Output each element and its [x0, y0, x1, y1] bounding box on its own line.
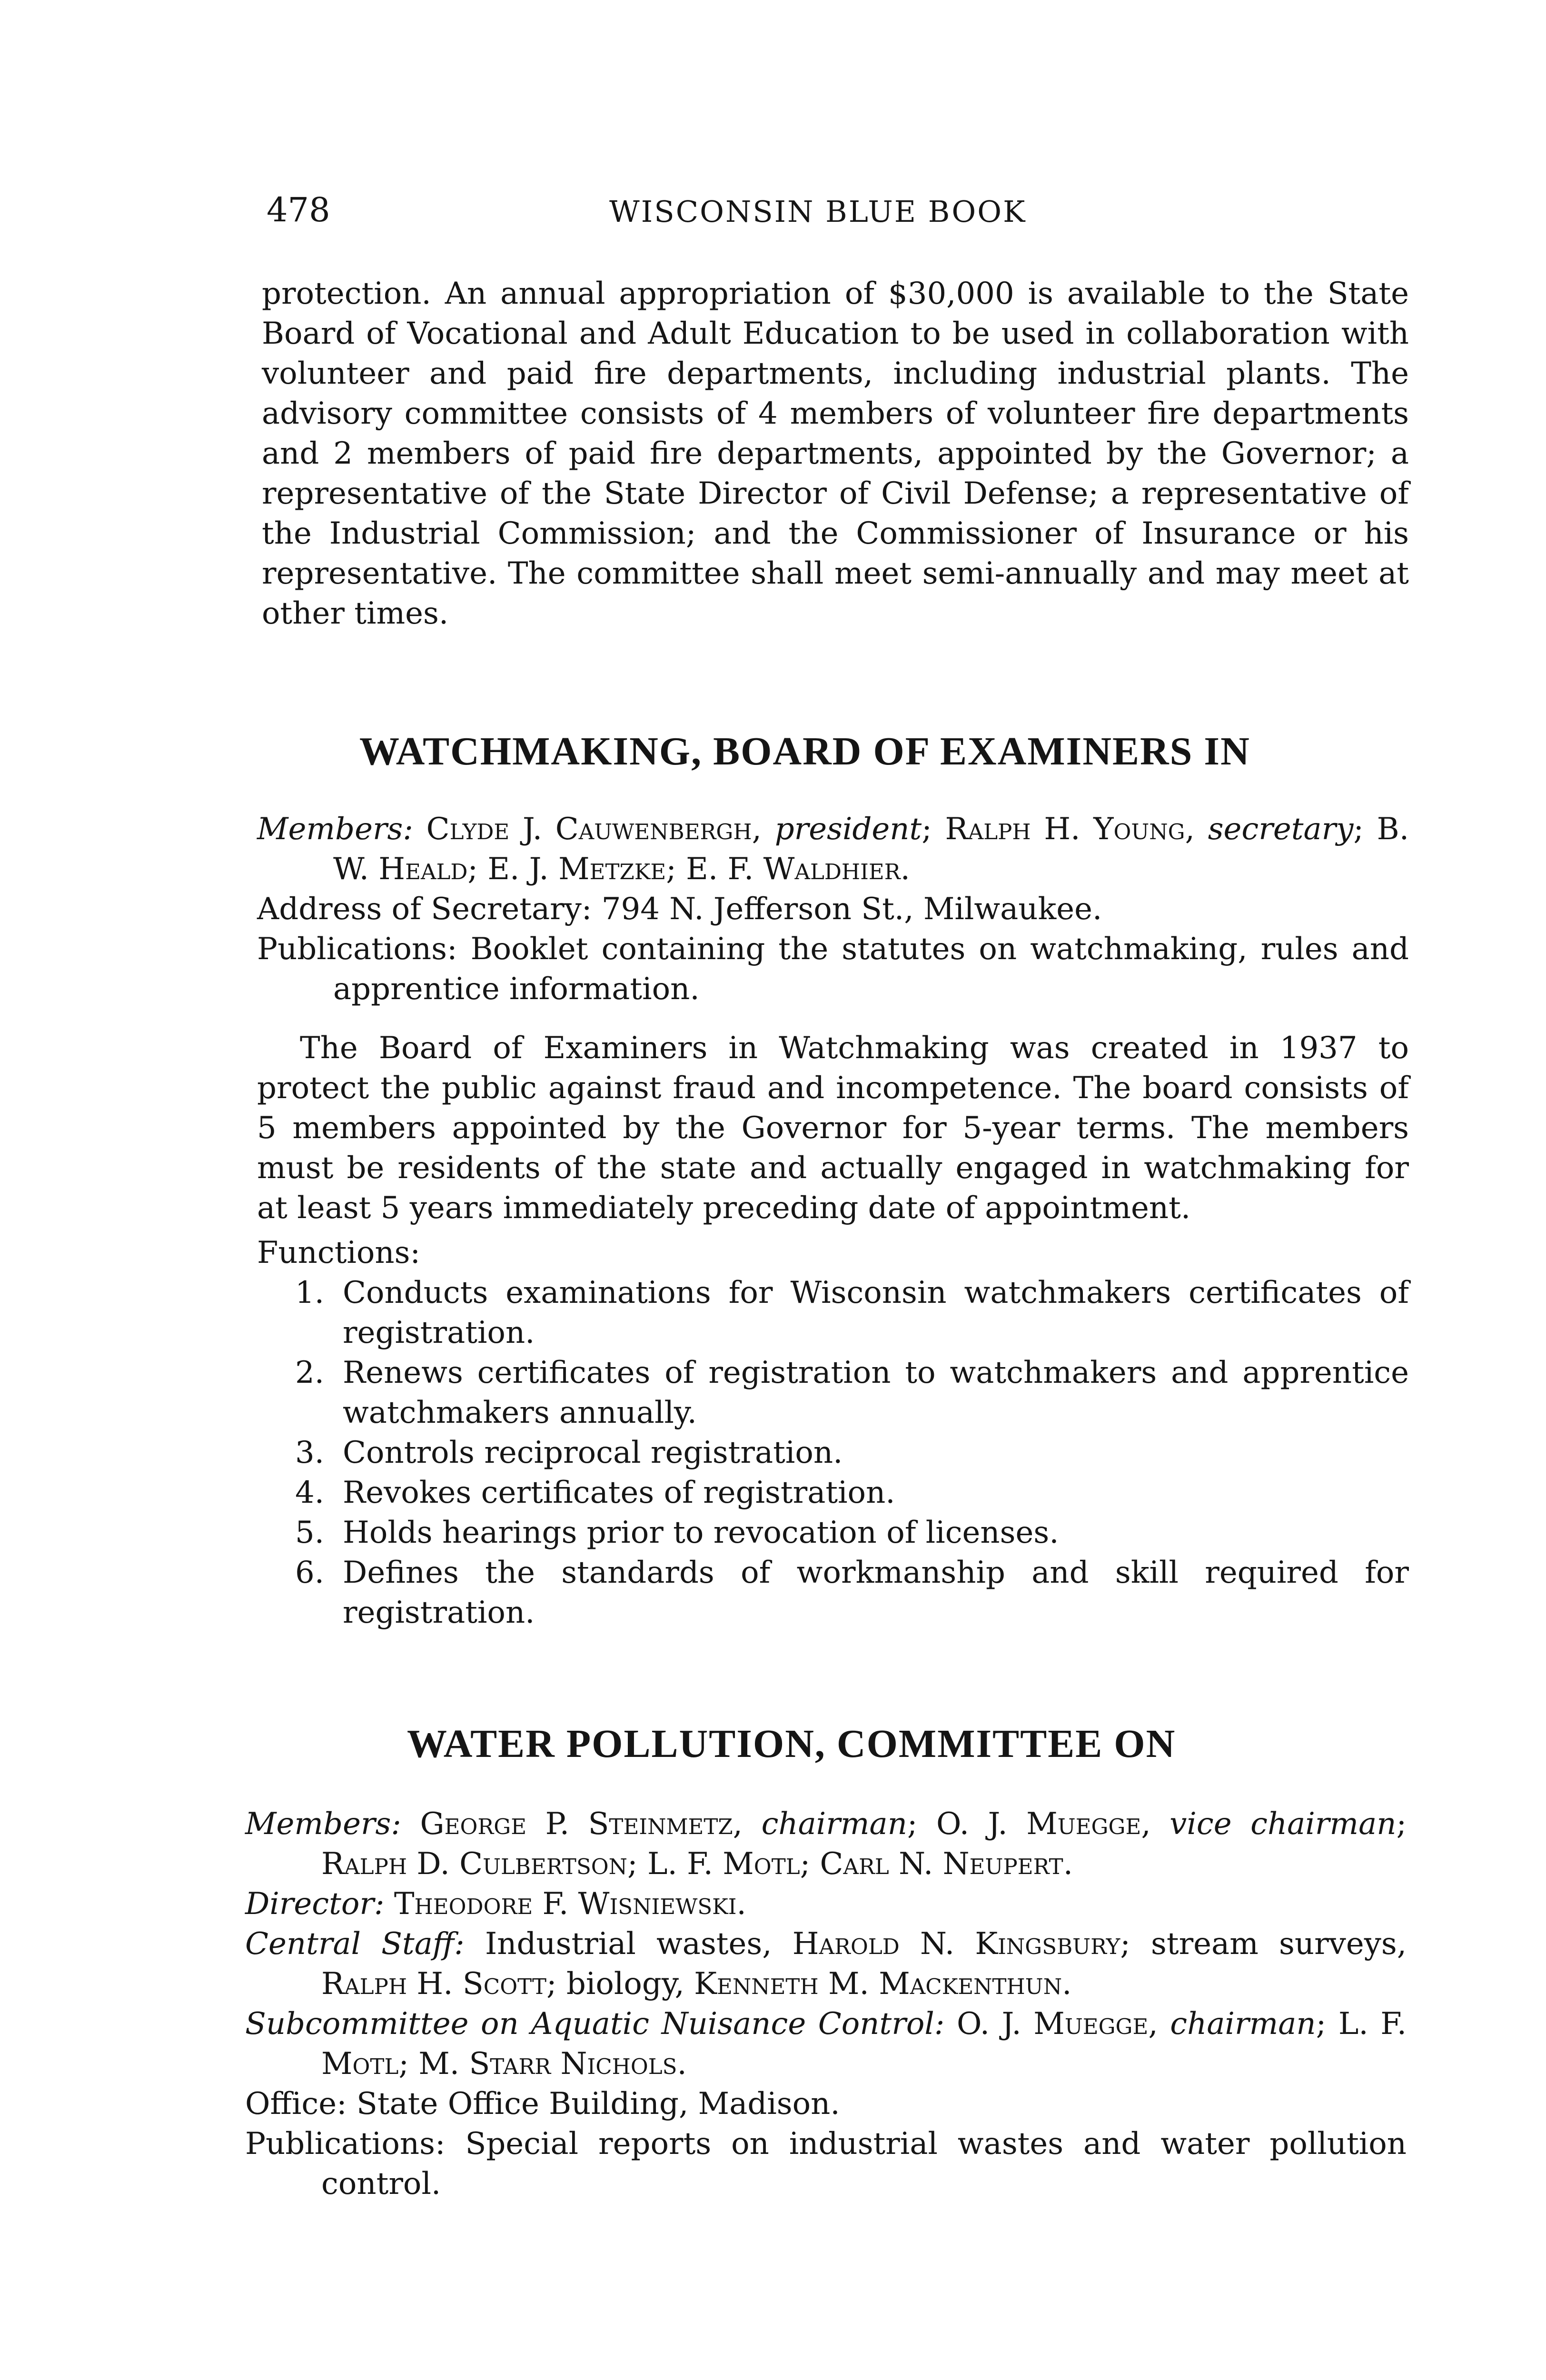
member-role: secretary [1208, 812, 1354, 847]
staff-name: Harold N. Kingsbury [792, 1926, 1120, 1962]
list-item [257, 1433, 1409, 1473]
publications-label: Publications: [257, 932, 457, 967]
water-publications [245, 2124, 1407, 2204]
functions-list [257, 1273, 1409, 1633]
watchmaking-heading: WATCHMAKING, BOARD OF EXAMINERS IN [359, 729, 1250, 774]
watchmaking-publications [257, 929, 1409, 1009]
watchmaking-address [257, 889, 1409, 929]
member-name: O. J. Muegge [957, 2006, 1149, 2042]
list-text: Controls reciprocal registration. [343, 1435, 843, 1470]
member-name: B. W. Heald [333, 812, 1409, 887]
office-value: State Office Building, Madison. [357, 2086, 840, 2122]
page-header [267, 190, 1418, 243]
member-role: vice chairman [1169, 1806, 1397, 1842]
list-number: 3. [295, 1435, 325, 1470]
subcommittee-label: Subcommittee on Aquatic Nuisance Control: [245, 2006, 945, 2042]
member-name: M. Starr Nichols [418, 2046, 677, 2082]
member-name: George P. Steinmetz [420, 1806, 733, 1842]
publications-label: Publications: [245, 2126, 446, 2162]
members-label: Members: [257, 812, 413, 847]
staff-label: Central Staff: [245, 1926, 465, 1962]
watchmaking-description: The Board of Examiners in Watchmaking was created in 1937 to protect the public against fraud and incompetence. The board consists of 5 members appointed by the Governor for 5-year terms. The members must be residents of the state and actually engaged in watchmaking for at least 5 years immediately preceding date of appointment. [257, 1031, 1409, 1226]
staff-area: biology, [566, 1966, 684, 2002]
intro-paragraph: protection. An annual appropriation of $30,000 is available to the State Board of Vocational and Adult Education to be used in collaboration with volunteer and paid fire departments, including industrial plants. The advisory committee consists of 4 members of volunteer fire departments and 2 members of paid fire departments, appointed by the Governor; a representative of the State Director of Civil Defense; a representative of the Industrial Commission; and the Commissioner of Insurance or his representative. The committee shall meet semi-annually and may meet at other times. [262, 276, 1409, 631]
intro-paragraph-block [262, 274, 1409, 634]
water-pollution-section [245, 1804, 1407, 2204]
member-name: L. F. Motl [321, 2006, 1407, 2082]
staff-area: stream surveys, [1151, 1926, 1407, 1962]
publications-value: Booklet containing the statutes on watchmaking, rules and apprentice information. [333, 932, 1409, 1007]
director-name: Theodore F. Wisniewski [394, 1886, 737, 1922]
list-text: Holds hearings prior to revocation of licenses. [343, 1515, 1059, 1550]
list-number: 4. [295, 1475, 325, 1510]
functions-label: Functions: [257, 1235, 421, 1270]
address-label: Address of Secretary: [257, 892, 592, 927]
water-subcommittee: Subcommittee on Aquatic Nuisance Control: O. J. Muegge, chairman; L. F. Motl; M. Starr Nichols. [245, 2006, 1407, 2082]
list-text: Revokes certificates of registration. [343, 1475, 895, 1510]
watchmaking-members: Members: Clyde J. Cauwenbergh, president; Ralph H. Young, secretary; B. W. Heald; E. J. Metzke; E. F. Waldhier. [257, 812, 1409, 887]
water-members: Members: George P. Steinmetz, chairman; O. J. Muegge, vice chairman; Ralph D. Culbertson; L. F. Motl; Carl N. Neupert. [245, 1806, 1407, 1882]
list-number: 1. [295, 1275, 325, 1310]
water-office [245, 2084, 1407, 2124]
member-name: Ralph H. Young [945, 812, 1185, 847]
member-name: O. J. Muegge [936, 1806, 1141, 1842]
list-number: 5. [295, 1515, 325, 1550]
member-role: president [774, 812, 922, 847]
list-text: Renews certificates of registration to watchmakers and apprentice watchmakers annually. [343, 1355, 1409, 1430]
list-item [257, 1273, 1409, 1353]
water-pollution-heading: WATER POLLUTION, COMMITTEE ON [407, 1722, 1176, 1766]
member-name: Carl N. Neupert [820, 1846, 1063, 1882]
publications-value: Special reports on industrial wastes and water pollution control. [321, 2126, 1407, 2202]
member-name: E. J. Metzke [487, 852, 666, 887]
member-role: chairman [761, 1806, 907, 1842]
member-name: E. F. Waldhier [686, 852, 901, 887]
staff-name: Kenneth M. Mackenthun [694, 1966, 1062, 2002]
address-value: 794 N. Jefferson St., Milwaukee. [601, 892, 1102, 927]
member-name: Ralph D. Culbertson [321, 1846, 628, 1882]
list-item [257, 1473, 1409, 1513]
member-name: L. F. Motl [647, 1846, 800, 1882]
list-item [257, 1513, 1409, 1553]
director-label: Director: [245, 1886, 385, 1922]
watchmaking-section [257, 809, 1409, 1633]
list-item [257, 1353, 1409, 1433]
member-role: chairman [1170, 2006, 1316, 2042]
list-text: Defines the standards of workmanship and skill required for registration. [343, 1555, 1409, 1630]
page-number: 478 [267, 190, 330, 229]
member-name: Clyde J. Cauwenbergh [426, 812, 752, 847]
office-label: Office: [245, 2086, 347, 2122]
water-central-staff: Central Staff: Industrial wastes, Harold N. Kingsbury; stream surveys, Ralph H. Scott; biology, Kenneth M. Mackenthun. [245, 1926, 1407, 2002]
list-text: Conducts examinations for Wisconsin watchmakers certificates of registration. [343, 1275, 1409, 1350]
list-item [257, 1553, 1409, 1633]
list-number: 6. [295, 1555, 325, 1590]
running-title: WISCONSIN BLUE BOOK [609, 194, 1027, 229]
list-number: 2. [295, 1355, 325, 1390]
members-label: Members: [245, 1806, 401, 1842]
water-director: Director: Theodore F. Wisniewski. [245, 1886, 746, 1922]
staff-area: Industrial wastes, [485, 1926, 772, 1962]
staff-name: Ralph H. Scott [321, 1966, 546, 2002]
